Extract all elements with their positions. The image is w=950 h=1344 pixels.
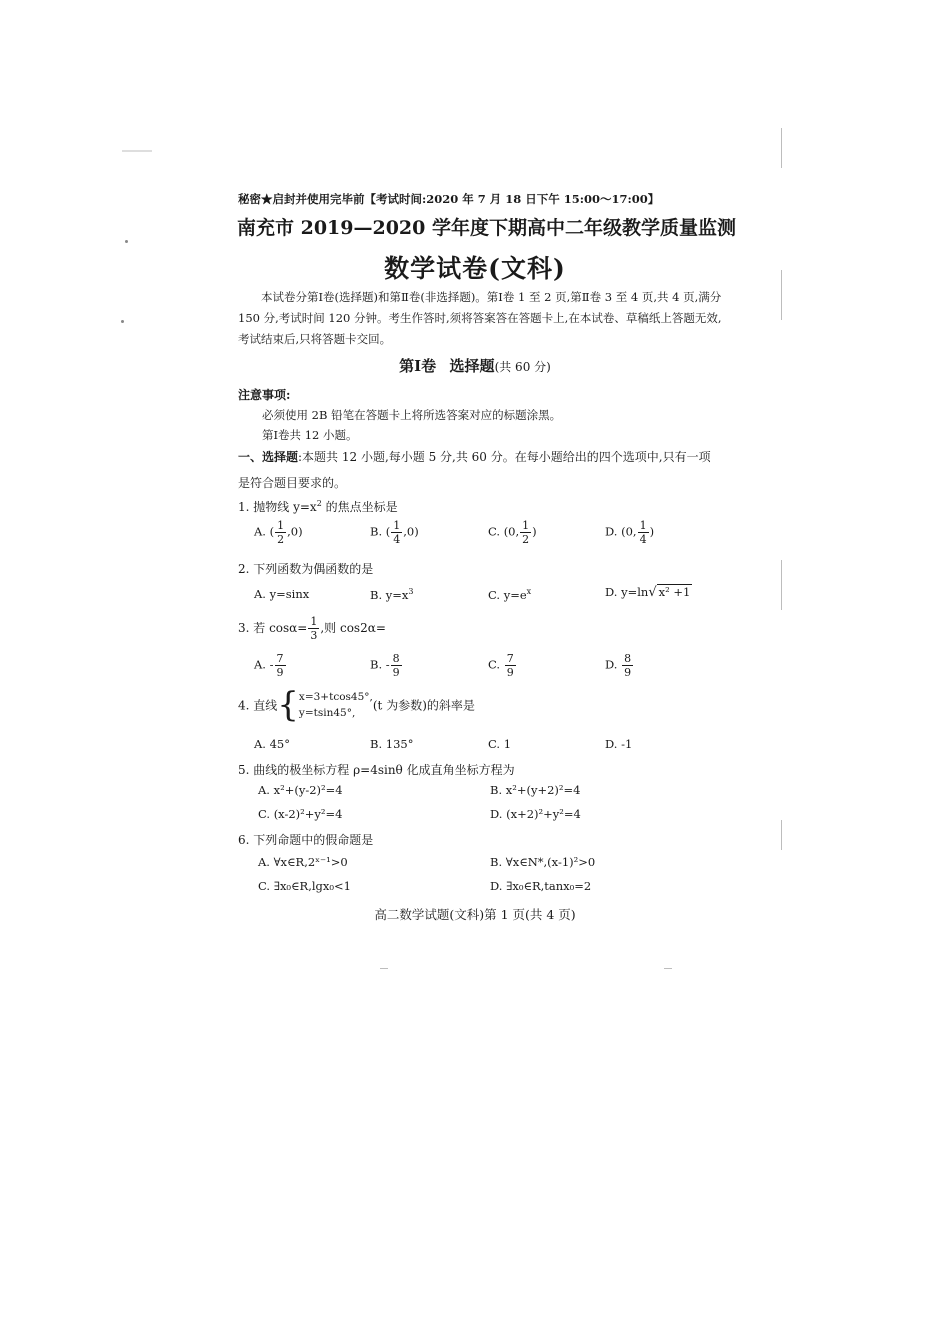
denominator: 4 [639,533,647,546]
fraction [520,520,531,545]
part-label: 第Ⅰ卷 [399,357,437,375]
question-2-stem: 2. 下列函数为偶函数的是 [238,562,374,576]
page-footer: 高二数学试题(文科)第 1 页(共 4 页) [374,907,576,922]
question-5-option-b: B. x²+(y+2)²=4 [490,783,581,797]
scan-speck [122,150,152,152]
denominator: 9 [506,666,514,679]
question-4-option-d: D. -1 [605,737,633,751]
stem-text: 4. 直线 [238,698,278,713]
denominator: 9 [392,666,400,679]
question-3-option-b [370,653,403,678]
part-score: (共 60 分) [494,360,551,374]
question-6-stem: 6. 下列命题中的假命题是 [238,833,374,847]
scan-dash [664,968,672,969]
fraction [622,653,633,678]
part-name: 选择题 [449,357,495,375]
stem-text: 1. 抛物线 y=x [238,500,317,514]
option-text: A. - [254,657,274,672]
stem-superscript: 2 [316,499,322,508]
question-2-option-c [488,587,531,602]
option-text: C. [488,657,504,672]
numerator: 7 [506,652,514,665]
exam-instructions: 本试卷分第Ⅰ卷(选择题)和第Ⅱ卷(非选择题)。第Ⅰ卷 1 至 2 页,第Ⅱ卷 3 至 4 页,共 4 页,满分 150 分,考试时间 120 分钟。考生作答时,须将答案答在答题卡上,在本试卷、草稿纸上答题无效,考试结束后,只将答题卡交回。 [238,290,722,346]
option-text: ) [649,524,655,539]
question-5-option-d: D. (x+2)²+y²=4 [490,807,581,821]
fraction [275,520,286,545]
stem-text: 3. 若 cosα= [238,621,308,635]
option-text: ) [532,524,537,539]
stem-text: (t 为参数)的斜率是 [372,698,475,713]
denominator: 3 [310,629,318,642]
question-1-option-b [370,520,419,545]
option-text: B. ( [370,524,391,539]
numerator: 8 [624,652,632,665]
equation-line: y=tsin45°, [298,707,356,719]
scan-edge-mark [781,128,782,168]
question-1-option-a [254,520,303,545]
question-2-option-a: A. y=sinx [254,587,310,601]
question-2-option-d [605,585,692,600]
question-3-option-d [605,653,634,678]
option-text: B. y=x [370,587,409,602]
equation-line: x=3+tcos45°, [298,691,373,703]
fraction [391,520,402,545]
scan-edge-mark [781,820,782,850]
confidential-line: 秘密★启封并使用完毕前【考试时间:2020 年 7 月 18 日下午 15:00～17:00】 [238,192,660,206]
question-6-option-a: A. ∀x∈R,2ˣ⁻¹>0 [258,855,348,869]
question-6-option-d: D. ∃x₀∈R,tanx₀=2 [490,879,592,893]
fraction [308,616,319,641]
radicand: x² +1 [658,585,691,599]
part-one-heading [0,355,950,376]
scan-edge-mark [781,560,782,610]
left-brace-icon: { [277,685,299,725]
option-superscript: 3 [408,587,414,596]
scan-speck [121,320,124,323]
question-1-stem [238,498,398,515]
question-4-stem [238,685,475,725]
exam-title: 南充市 2019—2020 学年度下期高中二年级教学质量监测 [237,217,736,239]
question-5-option-c: C. (x-2)²+y²=4 [258,807,343,821]
option-text: A. ( [254,524,275,539]
paper-title: 数学试卷(文科) [384,254,566,283]
option-text: ,0) [287,524,303,539]
option-text: C. y=e [488,587,527,602]
fraction [391,653,402,678]
numerator: 1 [310,615,318,628]
fraction [505,653,516,678]
question-4-option-b: B. 135° [370,737,414,751]
scan-speck [125,240,128,243]
fraction [275,653,286,678]
option-superscript: x [526,587,532,596]
question-6-option-c: C. ∃x₀∈R,lgx₀<1 [258,879,351,893]
note-line: 第Ⅰ卷共 12 小题。 [262,428,358,442]
numerator: 8 [392,652,400,665]
question-1-option-d [605,520,654,545]
radical-sign-icon: √ [648,585,657,600]
section-label: 一、选择题 [238,450,299,464]
option-text: B. - [370,657,390,672]
denominator: 9 [624,666,632,679]
denominator: 4 [393,533,401,546]
denominator: 2 [277,533,285,546]
question-5-option-a: A. x²+(y-2)²=4 [258,783,343,797]
option-text: D. y=ln [605,585,649,599]
question-3-stem [238,616,386,641]
numerator: 1 [277,519,285,532]
section-instructions: :本题共 12 小题,每小题 5 分,共 60 分。在每小题给出的四个选项中,只有一项是符合题目要求的。 [238,450,711,490]
question-2-option-b [370,587,413,602]
question-4-option-a: A. 45° [254,737,290,751]
option-text: ,0) [403,524,419,539]
numerator: 7 [276,652,284,665]
numerator: 1 [393,519,401,532]
question-6-option-b: B. ∀x∈N*,(x-1)²>0 [490,855,596,869]
option-text: D. [605,657,622,672]
option-text: D. (0, [605,524,637,539]
notes-heading: 注意事项: [238,388,291,402]
question-5-stem: 5. 曲线的极坐标方程 ρ=4sinθ 化成直角坐标方程为 [238,763,515,777]
note-line: 必须使用 2B 铅笔在答题卡上将所选答案对应的标题涂黑。 [262,408,562,422]
question-3-option-c [488,653,517,678]
question-4-option-c: C. 1 [488,737,512,751]
stem-text: ,则 cos2α= [320,621,386,635]
question-3-option-a [254,653,287,678]
numerator: 1 [639,519,647,532]
parametric-system [299,689,373,721]
section-heading [238,444,722,496]
numerator: 1 [522,519,530,532]
fraction [638,520,649,545]
denominator: 2 [522,533,530,546]
option-text: C. (0, [488,524,520,539]
scan-dash [380,968,388,969]
question-1-option-c [488,520,537,545]
denominator: 9 [276,666,284,679]
stem-text: 的焦点坐标是 [321,500,398,514]
